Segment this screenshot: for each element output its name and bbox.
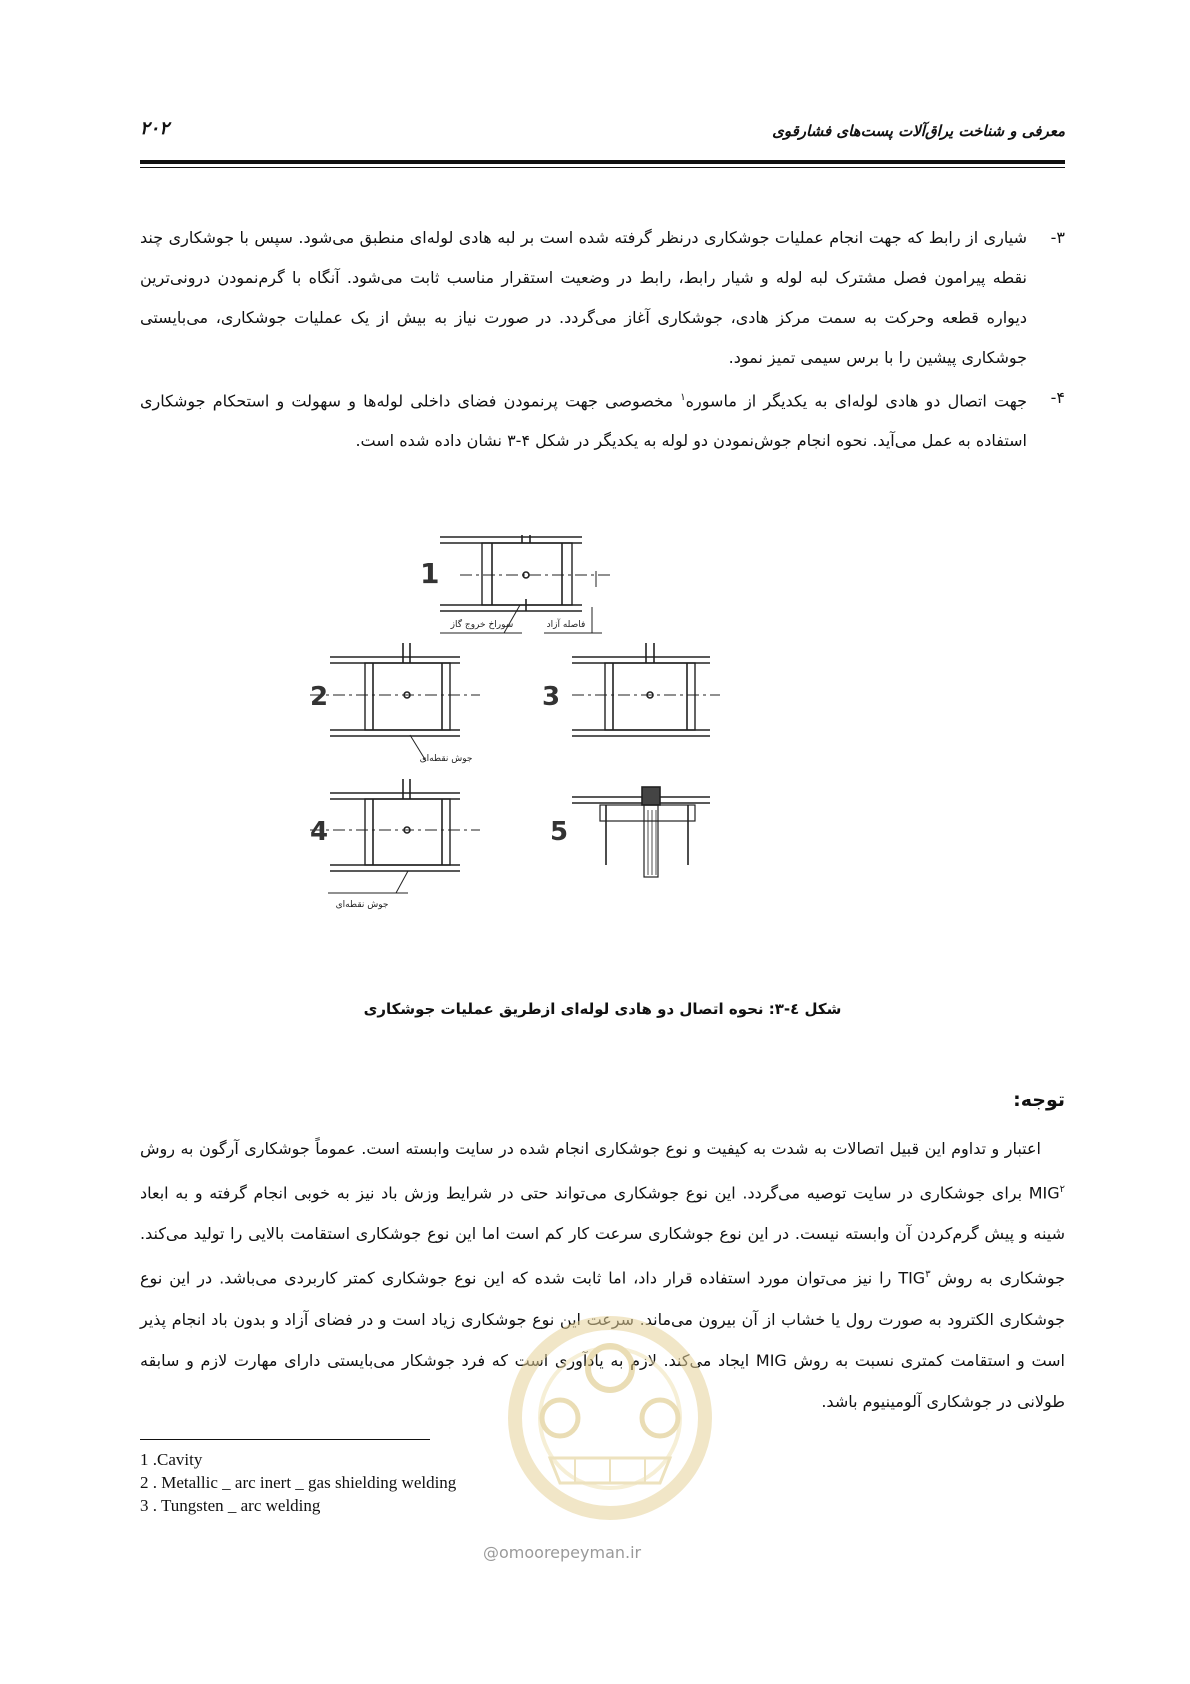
footnote-3: 3 . Tungsten _ arc welding xyxy=(140,1496,321,1515)
footnote-ref-2: ۲ xyxy=(1059,1184,1065,1195)
figure-step-1 xyxy=(420,535,610,633)
gas-hole-label: سوراخ خروج گاز xyxy=(450,620,514,630)
page-header xyxy=(140,118,1065,148)
footnote-rule xyxy=(140,1439,430,1440)
item-number: ۳- xyxy=(1050,228,1065,247)
note-body xyxy=(140,1128,1065,1422)
running-title: معرفی و شناخت یراق‌آلات پست‌های فشارقوی xyxy=(772,122,1065,140)
step-label-4: 4 xyxy=(310,817,329,847)
figure-step-4 xyxy=(310,779,480,910)
spot-weld-label-a: جوش نقطه‌ای xyxy=(419,754,473,764)
welding-figure xyxy=(310,535,870,985)
step-label-1: 1 xyxy=(420,557,440,590)
item-3 xyxy=(140,218,1065,378)
numbered-items xyxy=(140,218,1065,461)
free-gap-label: فاصله آزاد xyxy=(546,620,586,630)
footnotes xyxy=(140,1448,456,1517)
note-text-2: برای جوشکاری در سایت توصیه می‌گردد. این نوع جوشکاری می‌تواند حتی در شرایط وزش باد نیز به خوبی انجام گرفته و به ابعاد شینه و پیش گرم‌کردن آن وابسته نیست. در این نوع جوشکاری سرعت کار کم است اما این نوع جوشکاری استقامت بالایی را تولید می‌کند. جوشکاری به روش TIG xyxy=(140,1183,1066,1288)
note-text-3: را نیز می‌توان مورد استفاده قرار داد، اما ثابت شده که این نوع جوشکاری کمتر کاربردی می‌باشد. در این نوع جوشکاری الکترود به صورت رول یا خشاب از آن بیرون می‌ماند. سرعت این نوع جوشکاری زیاد است و در فضای آزاد و بدون باد انجام پذیر است و استقامت کمتری نسبت به روش MIG ایجاد می‌کند. لازم به یادآوری است که فرد جوشکار می‌بایستی دارای مهارت لازم و سابقه طولانی در جوشکاری آلومینیوم باشد. xyxy=(140,1268,1066,1411)
figure-step-5 xyxy=(550,787,710,877)
footnote-ref-3: ۳ xyxy=(925,1269,931,1281)
header-rule-thick xyxy=(140,160,1065,164)
item-number: ۴- xyxy=(1050,388,1065,407)
item-text-a: جهت اتصال دو هادی لوله‌ای به یکدیگر از ماسوره xyxy=(685,391,1028,411)
note-title: توجه: xyxy=(1013,1089,1065,1111)
note-text-1: اعتبار و تداوم این قبیل اتصالات به شدت به کیفیت و نوع جوشکاری انجام شده در سایت وابسته است. عموماً جوشکاری آرگون به روش MIG xyxy=(140,1139,1060,1203)
footnote-2: 2 . Metallic _ arc inert _ gas shielding welding xyxy=(140,1473,457,1492)
step-label-3: 3 xyxy=(542,682,561,712)
header-rule-thin xyxy=(140,167,1065,168)
step-label-2: 2 xyxy=(310,682,329,712)
footnote-1: 1 .Cavity xyxy=(140,1450,203,1469)
step-label-5: 5 xyxy=(550,817,569,847)
watermark-site-text: @omoorepeyman.ir xyxy=(483,1543,642,1562)
page-number: ۲۰۲ xyxy=(140,118,170,139)
figure-caption: شکل ٤-٣: نحوه اتصال دو هادی لوله‌ای ازطریق عملیات جوشکاری xyxy=(363,1000,842,1018)
item-text: شیاری از رابط که جهت انجام عملیات جوشکاری درنظر گرفته شده است بر لبه هادی لوله‌ای منطبق می‌شود. سپس با جوشکاری چند نقطه پیرامون فصل مشترک لبه لوله و شیار رابط، رابط در وضعیت استقرار مناسب ثابت می‌شود. آنگاه با گرم‌نمودن درونی‌ترین دیواره قطعه وحرکت به سمت مرکز هادی، جوشکاری آغاز می‌گردد. در صورت نیاز به بیش از یک عملیات جوشکاری، می‌بایستی جوشکاری پیشین را با برس سیمی تمیز نمود. xyxy=(140,228,1027,367)
spot-weld-label-b: جوش نقطه‌ای xyxy=(335,900,389,910)
footnote-ref-1: ۱ xyxy=(680,392,686,403)
item-text-b: مخصوصی جهت پرنمودن فضای داخلی لوله‌ها و سهولت و استحکام جوشکاری استفاده به عمل می‌آید. نحوه انجام جوش‌نمودن دو لوله به یکدیگر در شکل ۴-۳ نشان داده شده است. xyxy=(140,391,1027,451)
figure-step-2 xyxy=(310,643,480,764)
figure-step-3 xyxy=(542,643,720,736)
item-4 xyxy=(140,378,1065,461)
